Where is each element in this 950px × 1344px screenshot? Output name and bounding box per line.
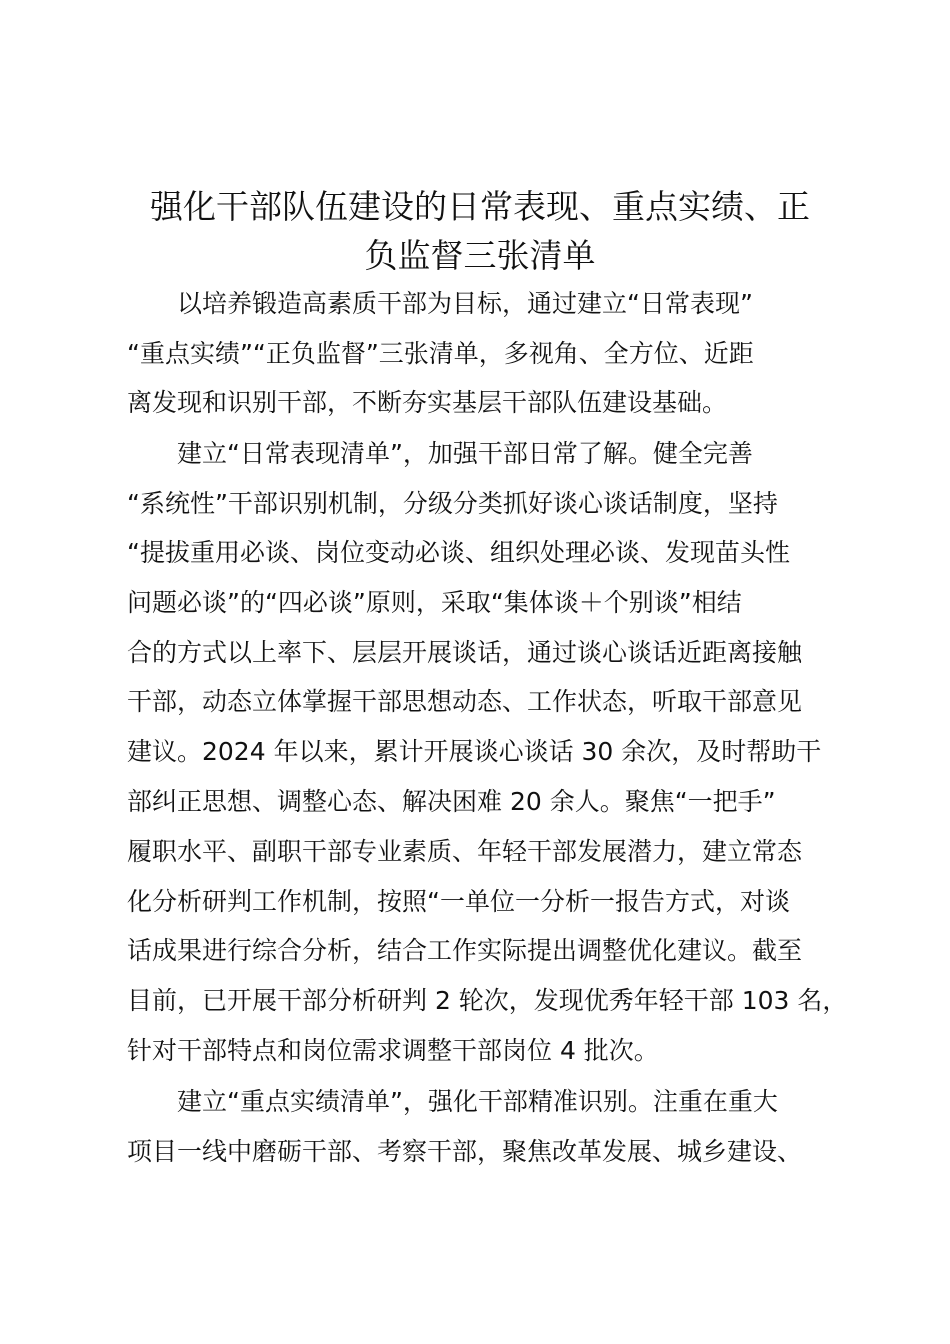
paragraph-line: 离发现和识别干部，不断夯实基层干部队伍建设基础。 — [127, 388, 728, 417]
paragraph-line: “提拔重用必谈、岗位变动必谈、组织处理必谈、发现苗头性 — [127, 538, 790, 567]
paragraph-line: “系统性”干部识别机制，分级分类抓好谈心谈话制度，坚持 — [127, 489, 778, 518]
paragraph-line: 问题必谈”的“四必谈”原则，采取“集体谈＋个别谈”相结 — [127, 588, 742, 617]
paragraph-line: “重点实绩”“正负监督”三张清单，多视角、全方位、近距 — [127, 339, 754, 368]
paragraph-line: 化分析研判工作机制，按照“一单位一分析一报告方式，对谈 — [127, 887, 790, 916]
paragraph-line: 建立“重点实绩清单”，强化干部精准识别。注重在重大 — [177, 1087, 778, 1116]
paragraph-line: 履职水平、副职干部专业素质、年轻干部发展潜力，建立常态 — [127, 837, 803, 866]
paragraph-line: 项目一线中磨砺干部、考察干部，聚焦改革发展、城乡建设、 — [127, 1137, 803, 1166]
document-title-line-1: 强化干部队伍建设的日常表现、重点实绩、正 — [150, 187, 810, 226]
paragraph-line: 部纠正思想、调整心态、解决困难 20 余人。聚焦“一把手” — [127, 787, 776, 816]
paragraph-line: 话成果进行综合分析，结合工作实际提出调整优化建议。截至 — [127, 936, 803, 965]
paragraph-line: 干部，动态立体掌握干部思想动态、工作状态，听取干部意见 — [127, 687, 803, 716]
paragraph-line: 合的方式以上率下、层层开展谈话，通过谈心谈话近距离接触 — [127, 638, 803, 667]
document-title-line-2: 负监督三张清单 — [364, 236, 596, 275]
paragraph-line: 目前，已开展干部分析研判 2 轮次，发现优秀年轻干部 103 名， — [127, 986, 848, 1015]
paragraph-line: 建立“日常表现清单”，加强干部日常了解。健全完善 — [177, 439, 753, 468]
paragraph-line: 以培养锻造高素质干部为目标，通过建立“日常表现” — [177, 289, 753, 318]
paragraph-line: 针对干部特点和岗位需求调整干部岗位 4 批次。 — [127, 1036, 659, 1065]
paragraph-line: 建议。2024 年以来，累计开展谈心谈话 30 余次，及时帮助干 — [127, 737, 822, 766]
